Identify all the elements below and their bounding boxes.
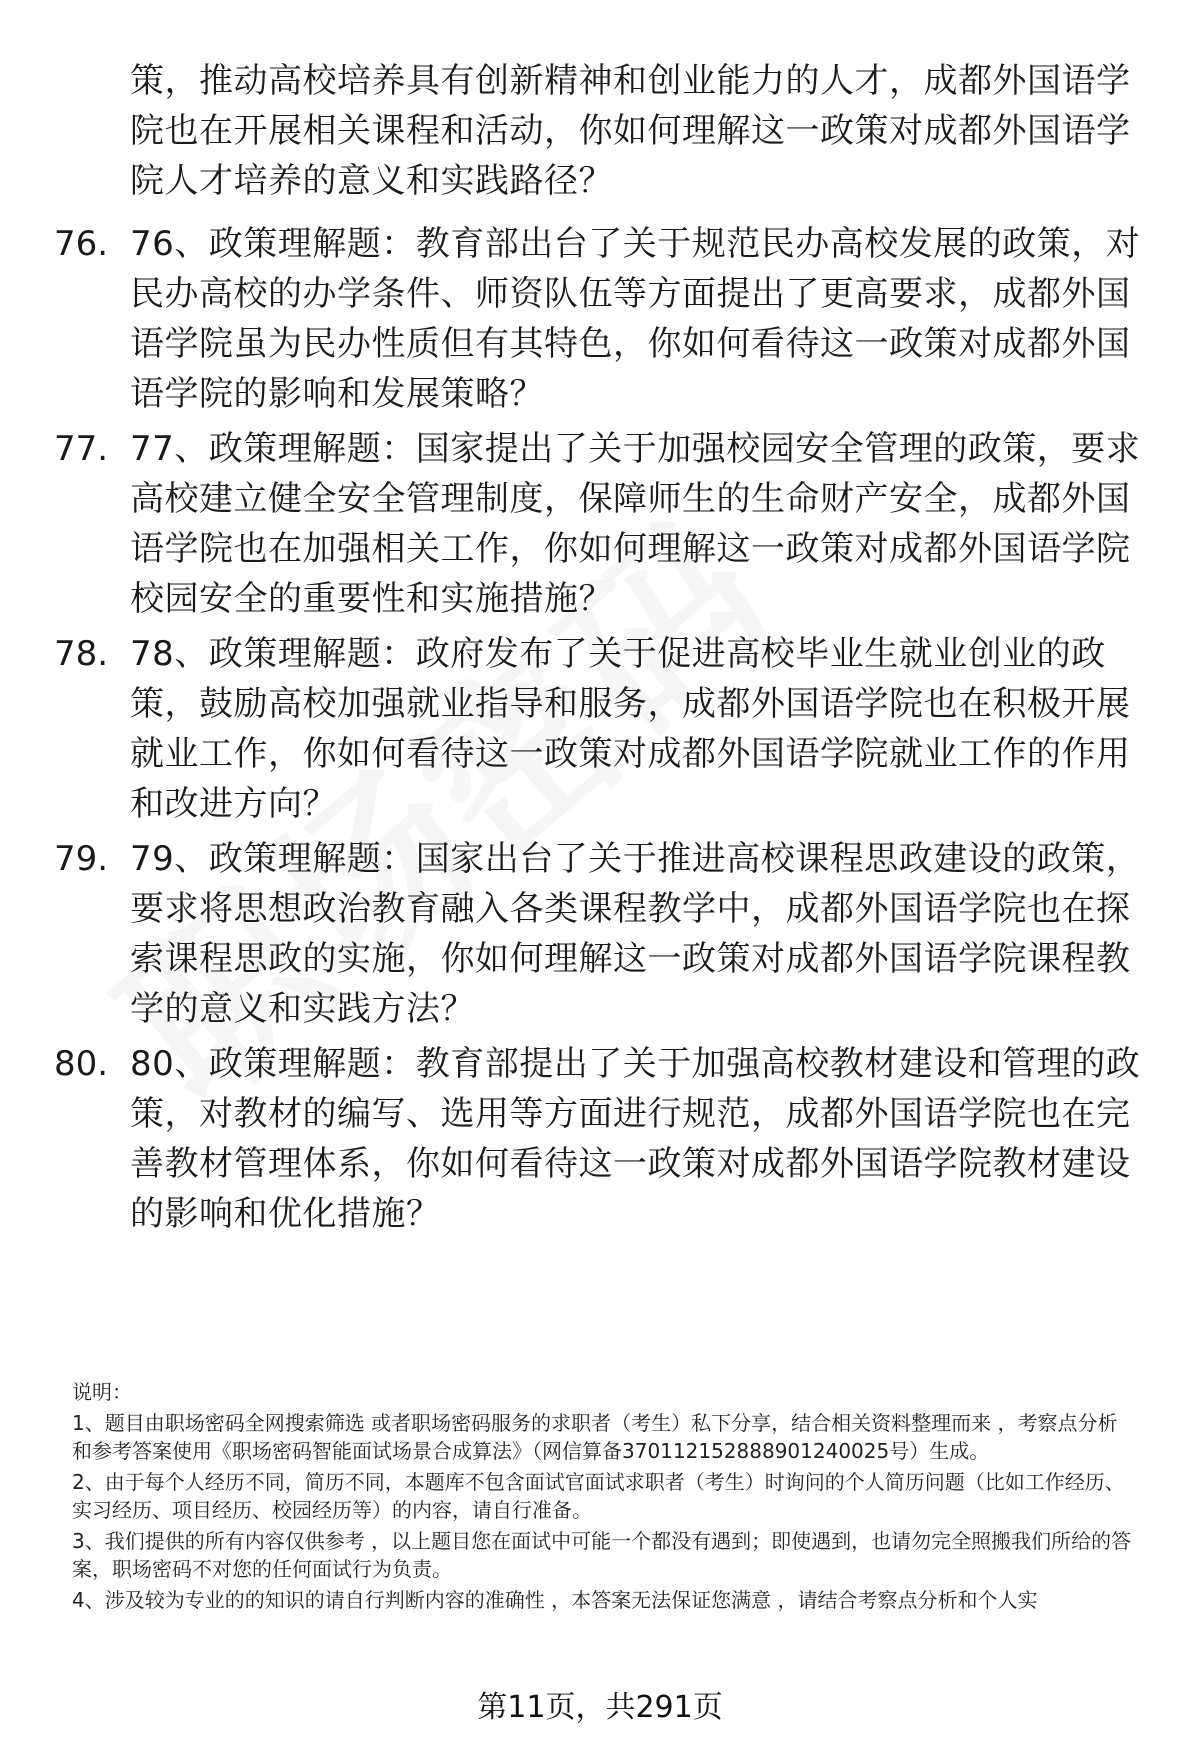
question-continuation: 策，推动高校培养具有创新精神和创业能力的人才，成都外国语学院也在开展相关课程和活动，你如何理解这一政策对成都外国语学院人才培养的意义和实践路径？ — [130, 61, 1131, 201]
question-text: 78、政策理解题：政府发布了关于促进高校毕业生就业创业的政策，鼓励高校加强就业指导和服务，成都外国语学院也在积极开展就业工作，你如何看待这一政策对成都外国语学院就业工作的作用和改进方向？ — [130, 634, 1131, 824]
note-item: 1、题目由职场密码全网搜索筛选 或者职场密码服务的求职者（考生）私下分享，结合相关资料整理而来 ，考察点分析和参考答案使用《职场密码智能面试场景合成算法》（网信算备370112152888901240025号）生成。 — [72, 1411, 1118, 1463]
question-text: 77、政策理解题：国家提出了关于加强校园安全管理的政策，要求高校建立健全安全管理制度，保障师生的生命财产安全，成都外国语学院也在加强相关工作，你如何理解这一政策对成都外国语学院校园安全的重要性和实施措施？ — [130, 429, 1141, 619]
question-number: 76. — [54, 224, 109, 264]
notes-section — [72, 1378, 1132, 1617]
question-number: 80. — [54, 1044, 109, 1084]
question-text: 80、政策理解题：教育部提出了关于加强高校教材建设和管理的政策，对教材的编写、选用等方面进行规范，成都外国语学院也在完善教材管理体系，你如何看待这一政策对成都外国语学院教材建设的影响和优化措施？ — [130, 1044, 1141, 1234]
notes-title: 说明： — [72, 1380, 132, 1404]
question-text: 76、政策理解题：教育部出台了关于规范民办高校发展的政策，对民办高校的办学条件、师资队伍等方面提出了更高要求，成都外国语学院虽为民办性质但有其特色，你如何看待这一政策对成都外国语学院的影响和发展策略？ — [130, 224, 1141, 414]
page-footer: 第11页，共291页 — [477, 1690, 723, 1725]
question-number: 79. — [54, 839, 109, 879]
note-item: 4、涉及较为专业的的知识的请自行判断内容的准确性 ，本答案无法保证您满意 ，请结合考察点分析和个人实 — [72, 1588, 1038, 1612]
note-item: 2、由于每个人经历不同，简历不同，本题库不包含面试官面试求职者（考生）时询问的个人简历问题（比如工作经历、实习经历、项目经历、校园经历等）的内容，请自行准备。 — [72, 1470, 1125, 1522]
question-number: 77. — [54, 429, 109, 469]
question-text: 79、政策理解题：国家出台了关于推进高校课程思政建设的政策，要求将思想政治教育融入各类课程教学中，成都外国语学院也在探索课程思政的实施，你如何理解这一政策对成都外国语学院课程教学的意义和实践方法？ — [130, 839, 1141, 1029]
note-item: 3、我们提供的所有内容仅供参考 ，以上题目您在面试中可能一个都没有遇到；即使遇到，也请勿完全照搬我们所给的答案，职场密码不对您的任何面试行为负责。 — [72, 1529, 1132, 1581]
question-number: 78. — [54, 634, 109, 674]
